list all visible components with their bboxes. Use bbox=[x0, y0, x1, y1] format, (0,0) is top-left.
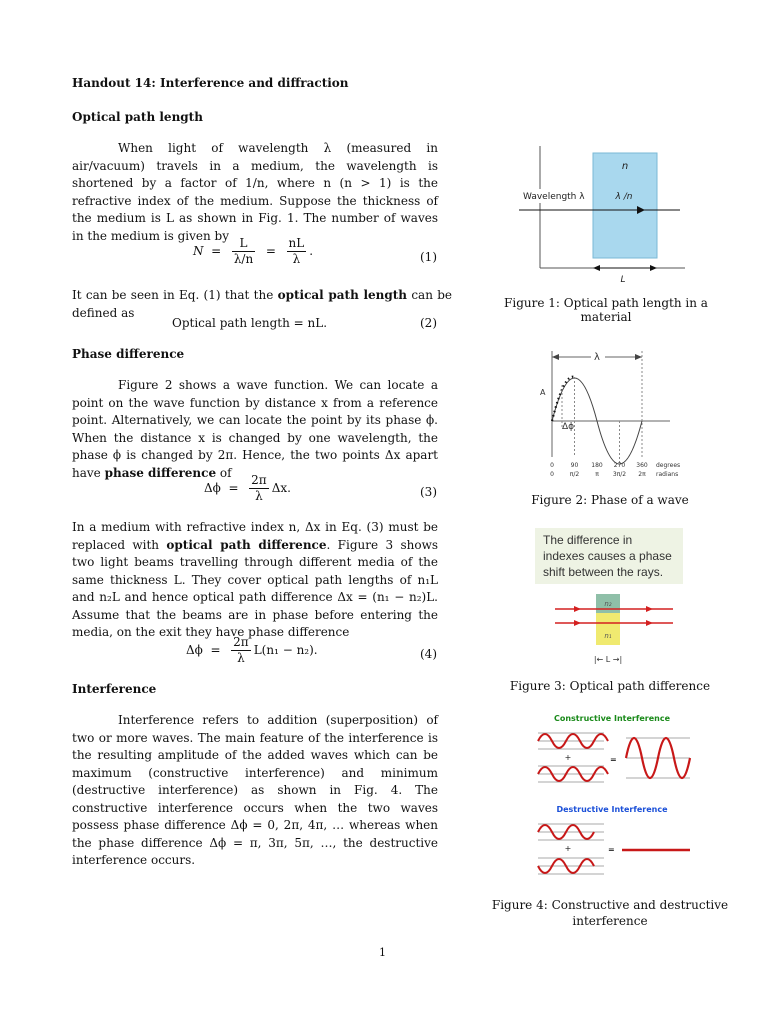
fig2-deg-tick: 360 bbox=[636, 462, 648, 469]
fig2-deg-unit: degrees bbox=[656, 462, 681, 469]
fig1-L-arrow-right bbox=[650, 265, 657, 271]
fig2-rad-tick: π/2 bbox=[569, 471, 580, 478]
fig3-n1-label: n₁ bbox=[604, 632, 612, 640]
fig4-constructive-title: Constructive Interference bbox=[553, 714, 671, 723]
fig3-lower-arrow-2 bbox=[646, 620, 653, 626]
equation-1: N = $\frac{L}{\lambda/n}$ = $\frac{nL}{\lambda}$ . bbox=[193, 236, 314, 266]
figure-1-diagram bbox=[515, 146, 701, 286]
figure-4-caption: Figure 4: Constructive and destructive interference bbox=[491, 898, 729, 928]
fig3-upper-arrow-2 bbox=[646, 606, 653, 612]
figure-2-diagram bbox=[530, 345, 690, 481]
equation-3: Δϕ = $\frac{2\pi}{\lambda}$ Δx. bbox=[204, 473, 291, 503]
fig2-lambda-arrow-left bbox=[552, 354, 559, 360]
fig3-L-label: |← L →| bbox=[593, 655, 623, 664]
equation-2-number: (2) bbox=[420, 316, 437, 330]
fig2-A-label: A bbox=[540, 388, 546, 397]
fig4-destructive-wave-a bbox=[538, 824, 604, 840]
phase-paragraph-2: In a medium with refractive index n, Δx in Eq. (3) must be replaced with optical path difference. Figure 3 shows two light beams travelling through different media of the same thickness L. They cover optical path lengths of n₁L and n₂L and hence optical path difference Δx = (n₁ − n₂)L. Assume that the beams are in phase before entering the media, on the exit they have phase difference bbox=[72, 520, 438, 639]
opl-paragraph-2: It can be seen in Eq. (1) that the optical path length can be defined as bbox=[72, 288, 452, 320]
fig1-inside-label: λ /n bbox=[615, 192, 633, 202]
fig2-deg-ticks bbox=[550, 462, 680, 469]
fig2-dphi-label: Δϕ bbox=[561, 422, 575, 432]
fig2-rad-tick: π bbox=[595, 471, 599, 478]
fig4-constructive-wave-a bbox=[538, 733, 608, 749]
equation-2: Optical path length = nL. bbox=[172, 316, 328, 330]
fig4-destructive-plus: + bbox=[564, 844, 572, 853]
fig2-deg-tick: 90 bbox=[570, 462, 579, 469]
equation-4-number: (4) bbox=[420, 647, 437, 661]
heading-phase-difference: Phase difference bbox=[72, 347, 185, 361]
heading-interference: Interference bbox=[72, 682, 157, 696]
fig4-constructive-plus: + bbox=[564, 753, 572, 762]
interference-paragraph: Interference refers to addition (superposition) of two or more waves. The main feature of the interference is the resulting amplitude of the added waves which can be maximum (constructive interference) and minimum (destructive interference) as shown in Fig. 4. The constructive interference occurs when the two waves possess phase difference Δϕ = 0, 2π, 4π, … whereas when the phase difference Δϕ = π, 3π, 5π, …, the destructive interference occurs. bbox=[72, 713, 438, 867]
fig4-destructive-title: Destructive Interference bbox=[556, 805, 668, 814]
fig4-destructive-wave-b bbox=[538, 858, 604, 874]
fig1-L-label: L bbox=[620, 275, 626, 285]
equation-4: Δϕ = $\frac{2\pi}{\lambda}$ L(n₁ − n₂). bbox=[186, 635, 318, 665]
page-number: 1 bbox=[379, 946, 386, 959]
equation-1-number: (1) bbox=[420, 250, 437, 264]
fig4-constructive-result bbox=[626, 738, 690, 778]
figure-1-caption: Figure 1: Optical path length in a material bbox=[504, 296, 708, 324]
fig4-constructive-equals: = bbox=[610, 755, 617, 764]
figure-3-diagram bbox=[555, 592, 675, 668]
fig3-lower-arrow-1 bbox=[574, 620, 581, 626]
fig2-deg-tick: 0 bbox=[550, 462, 554, 469]
fig2-rad-tick: 2π bbox=[638, 471, 646, 478]
fig2-lambda-arrow-right bbox=[635, 354, 642, 360]
fig1-wavelength-label: Wavelength λ bbox=[523, 192, 585, 202]
fig2-lambda-label: λ bbox=[594, 352, 600, 363]
fig3-n2-label: n₂ bbox=[604, 600, 612, 608]
fig1-n-label: n bbox=[621, 161, 629, 172]
fig3-upper-arrow-1 bbox=[574, 606, 581, 612]
fig3-info-box: The difference in indexes causes a phase shift between the rays. bbox=[535, 528, 683, 584]
fig1-L-arrow-left bbox=[593, 265, 600, 271]
fig2-rad-tick: 3π/2 bbox=[612, 471, 627, 478]
figure-3-caption: Figure 3: Optical path difference bbox=[509, 679, 711, 693]
fig4-destructive-equals: = bbox=[608, 845, 615, 854]
fig2-deg-tick: 180 bbox=[591, 462, 603, 469]
fig4-constructive-wave-b bbox=[538, 766, 608, 782]
fig2-rad-ticks bbox=[550, 471, 678, 478]
fig3-medium-n1 bbox=[596, 613, 620, 645]
fig2-deg-tick: 270 bbox=[613, 462, 626, 469]
phase-paragraph: Figure 2 shows a wave function. We can locate a point on the wave function by distance x from a reference point. Alternatively, we can locate the point by its phase ϕ. When the distance x is changed by one wavelength, the phase ϕ is changed by 2π. Hence, the two points Δx apart have phase difference of bbox=[72, 378, 438, 480]
heading-optical-path-length: Optical path length bbox=[72, 110, 203, 124]
fig2-rad-unit: radians bbox=[656, 471, 679, 478]
opl-paragraph: When light of wavelength λ (measured in air/vacuum) travels in a medium, the wavelength is shortened by a factor of 1/n, where n (n > 1) is the refractive index of the medium. Suppose the thickness of the medium is L as shown in Fig. 1. The number of waves in the medium is given by bbox=[72, 141, 438, 243]
equation-3-number: (3) bbox=[420, 485, 437, 499]
fig2-wave-dotted bbox=[552, 377, 575, 421]
figure-4-diagram bbox=[526, 710, 700, 890]
fig2-rad-tick: 0 bbox=[550, 471, 554, 478]
figure-2-caption: Figure 2: Phase of a wave bbox=[531, 493, 689, 507]
page-title: Handout 14: Interference and diffraction bbox=[72, 76, 349, 90]
